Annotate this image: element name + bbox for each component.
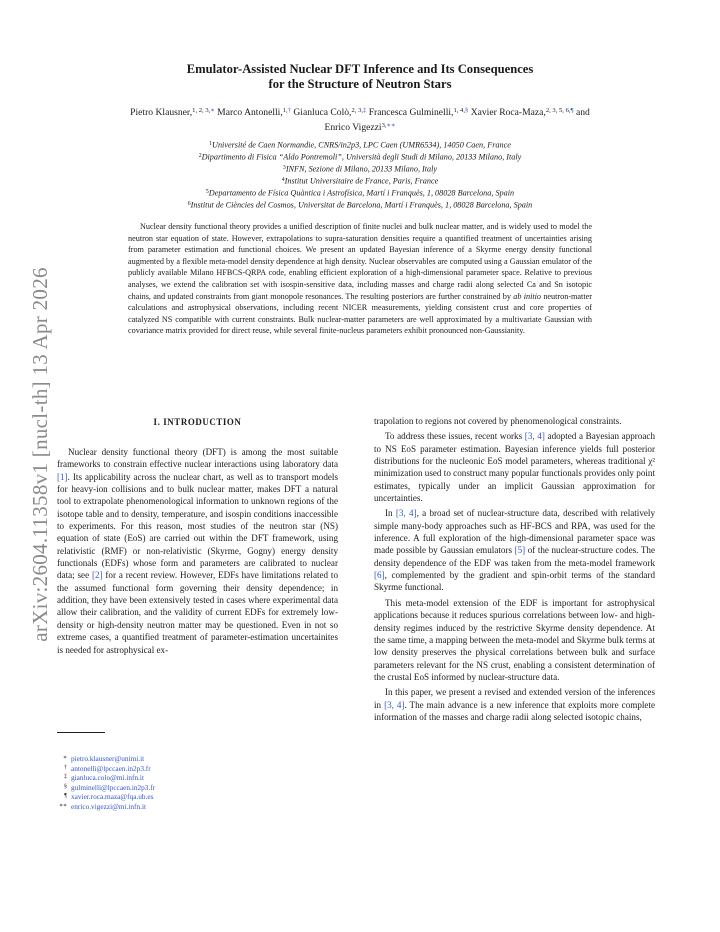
- footnote-item: § gulminelli@lpccaen.in2p3.fr: [64, 782, 156, 792]
- right-text-column: [374, 415, 655, 723]
- citation-link[interactable]: [2]: [91, 570, 103, 581]
- author-affiliation-numbers: 2, 3,: [351, 107, 364, 114]
- author-affiliation-numbers: 3,: [381, 122, 387, 129]
- affiliation-item: $^2$Dipartimento di Fisica “Aldo Pontremoli”, Università degli Studi di Milano, 20133 Milano, Italy: [198, 152, 522, 162]
- author-footnote-mark[interactable]: ∗∗: [386, 122, 396, 129]
- citation-link[interactable]: [6]: [374, 570, 385, 581]
- footnote-item: † antonelli@lpccaen.in2p3.fr: [64, 763, 151, 773]
- email-link[interactable]: enrico.vigezzi@mi.infn.it: [71, 801, 147, 811]
- author-footnote-mark[interactable]: ‡: [363, 107, 367, 114]
- affiliation-list: [80, 139, 640, 210]
- author-name: Gianluca Colò,: [293, 107, 352, 118]
- paper-title: [110, 62, 610, 92]
- paragraph: In [3, 4], a broad set of nuclear-structure data, described with relatively simple many-body approaches such as HF-BCS and RPA, was used for the inference. A full exploration of the high-dimensional parameter space was made possible by Gaussian emulators [5] of the nuclear-structure codes. The density dependence of the EDF was taken from the meta-model framework [6], complemented by the gradient and spin-orbit terms of the standard Skyrme functional.: [374, 508, 655, 593]
- email-link[interactable]: antonelli@lpccaen.in2p3.fr: [71, 763, 151, 773]
- email-link[interactable]: xavier.roca.maza@fqa.ub.es: [71, 792, 154, 802]
- paragraph: In this paper, we present a revised and extended version of the inferences in [3, 4]. The main advance is a new inference that exploits more complete information of the masses and charge radii along selected isotopic chains,: [374, 687, 655, 722]
- email-link[interactable]: gianluca.colo@mi.infn.it: [71, 773, 144, 783]
- paragraph: Nuclear density functional theory (DFT) is among the most suitable frameworks to constrain effective nuclear interactions using laboratory data [1]. Its applicability across the nuclear chart, as well as to transport models for heavy-ion collisions and to bulk nuclear matter, makes DFT a natural tool to extrapolate phenomenological information to unknown regions of the isotope table and to density, temperature, and isospin conditions inaccessible to experiments. For this reason, most studies of the neutron star (NS) equation of state (EoS) are carried out within the DFT framework, using relativistic (RMF) or non-relativistic (Skyrme, Gogny) energy density functionals (EDFs) whose form and parameters are calibrated to nuclear data; see [2] for a recent review. However, EDFs have limitations related to the assumed functional form governing their density dependence; in addition, they have been extensively tested in cases where experimental data allow their calibration, and the validity of current EDFs for extremely low-density or high-density neutron matter may be questioned. Even in not so extreme cases, a quantified treatment of parameter-estimation uncertainites is needed for astrophysical ex-: [57, 447, 338, 655]
- author-name: Francesca Gulminelli,: [368, 107, 454, 118]
- citation-link[interactable]: [3, 4]: [524, 431, 545, 442]
- author-footnote-mark[interactable]: ¶: [570, 107, 574, 114]
- author-affiliation-numbers: 1, 4,: [453, 107, 465, 114]
- affiliation-item: $^5$Departamento de Física Quàntica i Astrofísica, Martí i Franquès, 1, 08028 Barcelona, Spain: [205, 188, 515, 198]
- footnote-item: ∗∗ enrico.vigezzi@mi.infn.it: [58, 801, 147, 811]
- footnote-item: ‡ gianluca.colo@mi.infn.it: [64, 773, 144, 783]
- title-line-1: Emulator-Assisted Nuclear DFT Inference and Its Consequences: [186, 62, 534, 76]
- paragraph: To address these issues, recent works [3, 4] adopted a Bayesian approach to NS EoS parameter estimation. Bayesian inference yields full posterior distributions for the nucleonic EoS model parameters, whereas traditional χ² minimization used to construct many popular functionals provides only point estimates, typically under an implicit Gaussian approximation for uncertainties.: [374, 431, 655, 504]
- footnote-list: [57, 754, 257, 812]
- affiliation-item: $^4$Institut Universitaire de France, Paris, France: [281, 176, 439, 186]
- affiliation-item: $^3$INFN, Sezione di Milano, 20133 Milano, Italy: [282, 164, 438, 174]
- arxiv-identifier-sidebar: [22, 258, 58, 650]
- author-affiliation-numbers: 1,: [282, 107, 288, 114]
- author-name: and Enrico Vigezzi: [324, 107, 590, 133]
- author-name: Marco Antonelli,: [217, 107, 283, 118]
- author-footnote-mark[interactable]: ∗: [210, 107, 215, 114]
- paragraph: trapolation to regions not covered by phenomenological constraints.: [374, 416, 622, 426]
- abstract: Nuclear density functional theory provides a unified description of finite nuclei and bulk nuclear matter, and is widely used to model the neutron star equation of state. However, extrapolations to supra-saturation densities require a quantified treatment of uncertainties arising from parameter estimation and functional choices. We present an updated Bayesian inference of a Skyrme energy density functional augmented by a flexible meta-model density dependence at high density. Nuclear observables are computed using a Gaussian emulator of the publicly available Milano HFBCS-QRPA code, enabling efficient exploration of a high-dimensional parameter space. Relative to previous analyses, we extend the calibration set with isospin-sensitive data, including masses and charge radii along selected Ca and Sn isotopic chains, and updated constraints from giant monopole resonances. The resulting posteriors are further constrained by ab initio neutron-matter calculations and astrophysical observations, including recent NICER measurements, yielding consistent crust and core properties of catalyzed NS compatible with current constraints. Bulk nuclear-matter parameters are well approximated by a multivariate Gaussian with covariance matrix provided for direct reuse, while several finite-nucleus parameters exhibit pronounced non-Gaussianity.: [128, 222, 592, 336]
- paragraph: This meta-model extension of the EDF is important for astrophysical applications because it reduces spurious correlations between low- and high-density regimes induced by the restrictive Skyrme density dependence. At the same time, a mapping between the meta-model and Skyrme bulk terms at low density preserves the physical correlations between bulk and surface parameters relevant for the NS crust, enabling a consistent determination of the crustal EoS informed by nuclear-structure data.: [374, 597, 655, 682]
- affiliation-item: $^6$Institut de Ciències del Cosmos, Universitat de Barcelona, Martí i Franquès, 1, 08028 Barcelona, Spain: [187, 200, 533, 210]
- left-text-column: [57, 446, 338, 656]
- author-list: [130, 104, 590, 134]
- arxiv-id-text: arXiv:2604.11358v1 [nucl-th] 13 Apr 2026: [27, 266, 52, 642]
- footnote-item: ¶ xavier.roca.maza@fqa.ub.es: [64, 792, 154, 802]
- citation-link[interactable]: [1]: [57, 471, 68, 482]
- title-line-2: for the Structure of Neutron Stars: [268, 77, 452, 91]
- citation-link[interactable]: [3, 4]: [384, 699, 405, 710]
- citation-link[interactable]: [3, 4]: [395, 508, 417, 519]
- email-link[interactable]: gulminelli@lpccaen.in2p3.fr: [71, 782, 156, 792]
- author-name: Pietro Klausner,: [130, 107, 193, 118]
- author-name: Xavier Roca-Maza,: [470, 107, 546, 118]
- author-footnote-mark[interactable]: §: [464, 107, 469, 114]
- section-heading-introduction: I. INTRODUCTION: [153, 417, 242, 427]
- email-link[interactable]: pietro.klausner@unimi.it: [71, 754, 145, 763]
- citation-link[interactable]: [5]: [514, 545, 526, 556]
- affiliation-item: $^1$Université de Caen Normandie, CNRS/in2p3, LPC Caen (UMR6534), 14050 Caen, France: [209, 140, 511, 150]
- author-affiliation-numbers: 2, 3, 5, 6,: [545, 107, 571, 114]
- author-footnote-mark[interactable]: †: [287, 107, 291, 114]
- abstract-italic-term: ab initio: [513, 291, 542, 301]
- footnote-item: ∗ pietro.klausner@unimi.it: [62, 754, 145, 763]
- footnote-divider: [57, 732, 105, 733]
- author-affiliation-numbers: 1, 2, 3,: [192, 107, 211, 114]
